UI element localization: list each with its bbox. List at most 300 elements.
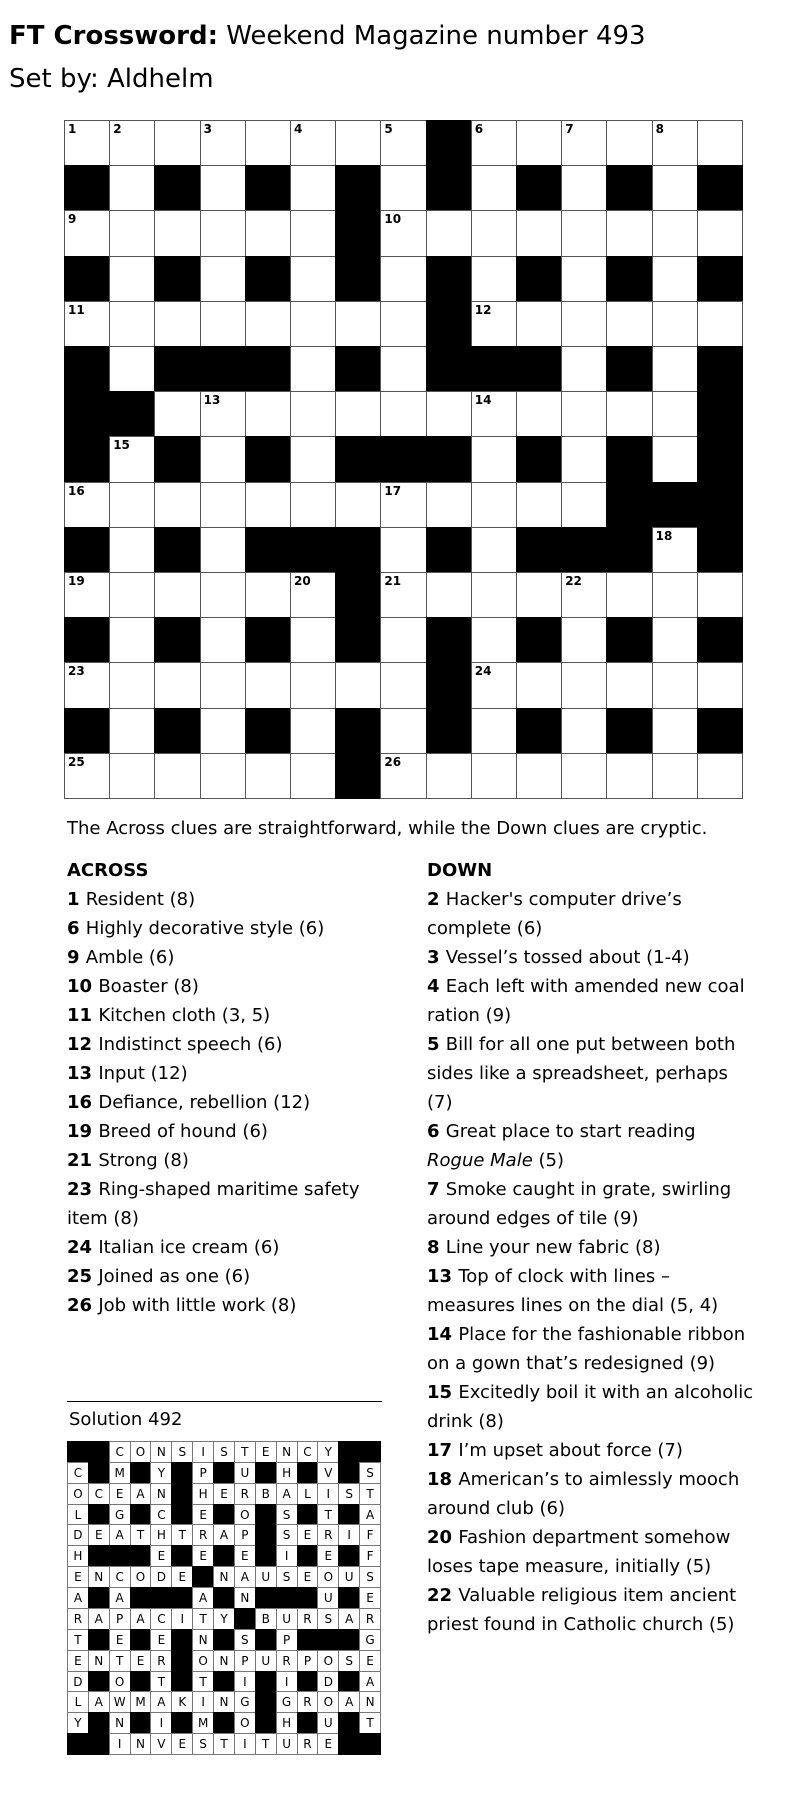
grid-cell[interactable] <box>200 210 246 256</box>
grid-cell[interactable] <box>380 391 426 437</box>
grid-cell[interactable] <box>245 301 291 347</box>
solution-letter: O <box>317 1691 339 1713</box>
solution-letter: E <box>213 1483 235 1505</box>
grid-cell[interactable] <box>200 708 246 754</box>
solution-letter: T <box>192 1608 214 1630</box>
clue-number: 12 <box>474 302 492 317</box>
solution-letter: D <box>67 1671 89 1693</box>
solution-letter: F <box>359 1545 381 1567</box>
grid-cell[interactable] <box>245 572 291 618</box>
grid-cell[interactable] <box>380 617 426 663</box>
clue-num: 5 <box>427 1034 446 1055</box>
grid-block <box>154 708 200 754</box>
grid-cell[interactable] <box>697 210 743 256</box>
grid-cell[interactable] <box>471 572 517 618</box>
grid-cell[interactable] <box>154 572 200 618</box>
grid-cell[interactable] <box>426 753 472 799</box>
grid-block <box>64 617 110 663</box>
grid-cell[interactable] <box>64 210 110 256</box>
solution-letter: O <box>67 1483 89 1505</box>
grid-cell[interactable] <box>471 165 517 211</box>
solution-letter: A <box>109 1587 131 1609</box>
solution-letter: I <box>192 1441 214 1463</box>
grid-cell[interactable] <box>109 165 155 211</box>
grid-cell[interactable] <box>561 165 607 211</box>
grid-cell[interactable] <box>561 753 607 799</box>
grid-cell[interactable] <box>697 120 743 166</box>
grid-cell[interactable] <box>606 391 652 437</box>
grid-cell[interactable] <box>245 391 291 437</box>
grid-cell[interactable] <box>652 708 698 754</box>
grid-cell[interactable] <box>200 572 246 618</box>
grid-cell[interactable] <box>561 120 607 166</box>
grid-block <box>245 708 291 754</box>
solution-letter: S <box>192 1733 214 1755</box>
solution-block <box>130 1462 152 1484</box>
solution-letter: A <box>88 1608 110 1630</box>
clue-item <box>67 1001 377 1030</box>
solution-block <box>171 1504 193 1526</box>
solution-letter: A <box>338 1608 360 1630</box>
grid-cell[interactable] <box>200 753 246 799</box>
grid-cell[interactable] <box>471 210 517 256</box>
grid-cell[interactable] <box>652 256 698 302</box>
solution-block <box>255 1691 277 1713</box>
grid-block <box>426 165 472 211</box>
grid-cell[interactable] <box>200 482 246 528</box>
grid-cell[interactable] <box>606 753 652 799</box>
grid-cell[interactable] <box>606 210 652 256</box>
grid-cell[interactable] <box>109 256 155 302</box>
clue-num: 13 <box>67 1063 99 1084</box>
grid-cell[interactable] <box>109 753 155 799</box>
solution-block <box>255 1504 277 1526</box>
solution-letter: L <box>67 1504 89 1526</box>
clue-number: 20 <box>294 574 311 588</box>
grid-cell[interactable] <box>471 527 517 573</box>
grid-cell[interactable] <box>245 482 291 528</box>
solution-letter: U <box>276 1608 298 1630</box>
solution-letter: I <box>109 1733 131 1755</box>
grid-cell[interactable] <box>561 391 607 437</box>
grid-cell[interactable] <box>200 256 246 302</box>
grid-block <box>697 256 743 302</box>
solution-letter: A <box>130 1608 152 1630</box>
solution-letter: N <box>109 1712 131 1734</box>
grid-block <box>697 346 743 392</box>
grid-cell[interactable] <box>561 572 607 618</box>
clue-number: 6 <box>474 122 484 136</box>
solution-letter: T <box>255 1733 277 1755</box>
grid-cell[interactable] <box>290 391 336 437</box>
solution-letter: E <box>359 1650 381 1672</box>
grid-block <box>245 436 291 482</box>
grid-cell[interactable] <box>652 436 698 482</box>
grid-cell[interactable] <box>471 482 517 528</box>
grid-block <box>335 256 381 302</box>
grid-cell[interactable] <box>290 482 336 528</box>
grid-cell[interactable] <box>200 662 246 708</box>
grid-cell[interactable] <box>109 482 155 528</box>
grid-cell[interactable] <box>290 753 336 799</box>
grid-cell[interactable] <box>64 482 110 528</box>
grid-cell[interactable] <box>380 120 426 166</box>
grid-cell[interactable] <box>561 301 607 347</box>
solution-letter: N <box>88 1650 110 1672</box>
grid-cell[interactable] <box>516 482 562 528</box>
solution-letter: P <box>276 1629 298 1651</box>
grid-cell[interactable] <box>516 301 562 347</box>
grid-cell[interactable] <box>380 572 426 618</box>
solution-letter: N <box>150 1483 172 1505</box>
solution-letter: T <box>192 1671 214 1693</box>
grid-cell[interactable] <box>652 527 698 573</box>
down-heading: DOWN <box>427 860 493 881</box>
solution-block <box>276 1587 298 1609</box>
solution-letter: A <box>88 1691 110 1713</box>
clue-item <box>67 943 377 972</box>
grid-cell[interactable] <box>109 301 155 347</box>
solution-letter: I <box>234 1671 256 1693</box>
solution-letter: N <box>213 1566 235 1588</box>
grid-cell[interactable] <box>200 391 246 437</box>
solution-letter: C <box>150 1504 172 1526</box>
grid-cell[interactable] <box>200 165 246 211</box>
grid-cell[interactable] <box>426 572 472 618</box>
grid-cell[interactable] <box>516 572 562 618</box>
grid-cell[interactable] <box>471 662 517 708</box>
grid-cell[interactable] <box>471 436 517 482</box>
clue-num: 1 <box>67 889 86 910</box>
grid-cell[interactable] <box>561 482 607 528</box>
grid-cell[interactable] <box>109 662 155 708</box>
grid-cell[interactable] <box>471 120 517 166</box>
solution-letter: F <box>359 1524 381 1546</box>
solution-letter: A <box>234 1566 256 1588</box>
solution-letter: R <box>234 1483 256 1505</box>
solution-block <box>171 1462 193 1484</box>
grid-cell[interactable] <box>606 662 652 708</box>
grid-cell[interactable] <box>154 662 200 708</box>
clue-intro: The Across clues are straightforward, while the Down clues are cryptic. <box>67 818 708 839</box>
clue-item <box>67 1262 377 1291</box>
grid-block <box>380 436 426 482</box>
clue-text: Amble (6) <box>85 947 175 968</box>
solution-letter: E <box>109 1483 131 1505</box>
grid-cell[interactable] <box>64 301 110 347</box>
solution-title: Solution 492 <box>69 1409 183 1430</box>
solution-letter: W <box>109 1691 131 1713</box>
grid-cell[interactable] <box>697 753 743 799</box>
grid-cell[interactable] <box>652 662 698 708</box>
clue-num: 17 <box>427 1440 459 1461</box>
grid-block <box>606 482 652 528</box>
grid-cell[interactable] <box>380 527 426 573</box>
clue-text: Indistinct speech (6) <box>98 1034 283 1055</box>
grid-cell[interactable] <box>380 346 426 392</box>
solution-block <box>171 1587 193 1609</box>
grid-cell[interactable] <box>426 391 472 437</box>
grid-cell[interactable] <box>245 120 291 166</box>
solution-block <box>88 1671 110 1693</box>
grid-cell[interactable] <box>697 662 743 708</box>
grid-block <box>426 527 472 573</box>
grid-cell[interactable] <box>245 662 291 708</box>
clue-number: 17 <box>384 483 402 498</box>
grid-cell[interactable] <box>380 301 426 347</box>
solution-letter: Y <box>67 1712 89 1734</box>
grid-cell[interactable] <box>154 210 200 256</box>
solution-letter: S <box>338 1650 360 1672</box>
grid-cell[interactable] <box>200 301 246 347</box>
grid-cell[interactable] <box>335 391 381 437</box>
grid-cell[interactable] <box>154 753 200 799</box>
solution-block <box>297 1504 319 1526</box>
grid-cell[interactable] <box>290 256 336 302</box>
grid-cell[interactable] <box>606 572 652 618</box>
solution-letter: T <box>171 1524 193 1546</box>
clue-number: 4 <box>294 122 303 136</box>
solution-letter: E <box>234 1545 256 1567</box>
solution-letter: S <box>171 1441 193 1463</box>
clue-number: 13 <box>203 393 221 408</box>
grid-cell[interactable] <box>561 708 607 754</box>
grid-block <box>290 527 336 573</box>
grid-cell[interactable] <box>290 436 336 482</box>
solution-letter: I <box>234 1733 256 1755</box>
grid-cell[interactable] <box>471 301 517 347</box>
grid-cell[interactable] <box>380 210 426 256</box>
clue-text: Boaster (8) <box>98 976 199 997</box>
grid-cell[interactable] <box>380 256 426 302</box>
solution-letter: A <box>213 1524 235 1546</box>
solution-letter: U <box>255 1650 277 1672</box>
grid-cell[interactable] <box>471 617 517 663</box>
grid-cell[interactable] <box>64 572 110 618</box>
solution-block <box>255 1524 277 1546</box>
grid-cell[interactable] <box>200 527 246 573</box>
grid-cell[interactable] <box>290 120 336 166</box>
grid-cell[interactable] <box>290 617 336 663</box>
solution-grid <box>67 1441 380 1754</box>
grid-cell[interactable] <box>200 120 246 166</box>
grid-cell[interactable] <box>109 527 155 573</box>
solution-letter: E <box>171 1733 193 1755</box>
grid-cell[interactable] <box>64 662 110 708</box>
grid-cell[interactable] <box>561 256 607 302</box>
clue-num: 18 <box>427 1469 459 1490</box>
grid-cell[interactable] <box>290 662 336 708</box>
solution-letter: P <box>297 1650 319 1672</box>
grid-block <box>64 165 110 211</box>
grid-cell[interactable] <box>652 391 698 437</box>
grid-cell[interactable] <box>652 617 698 663</box>
solution-block <box>213 1671 235 1693</box>
clue-num: 21 <box>67 1150 99 1171</box>
grid-cell[interactable] <box>290 708 336 754</box>
grid-cell[interactable] <box>516 391 562 437</box>
clue-num: 11 <box>67 1005 99 1026</box>
grid-cell[interactable] <box>380 662 426 708</box>
solution-letter: A <box>359 1671 381 1693</box>
grid-cell[interactable] <box>561 436 607 482</box>
grid-cell[interactable] <box>652 120 698 166</box>
grid-block <box>697 391 743 437</box>
grid-cell[interactable] <box>516 210 562 256</box>
clue-text: Input (12) <box>98 1063 188 1084</box>
solution-letter: E <box>297 1524 319 1546</box>
solution-letter: T <box>234 1441 256 1463</box>
grid-cell[interactable] <box>652 572 698 618</box>
grid-cell[interactable] <box>109 572 155 618</box>
clue-item <box>427 1465 757 1523</box>
solution-letter: S <box>359 1566 381 1588</box>
solution-block <box>213 1462 235 1484</box>
grid-cell[interactable] <box>154 482 200 528</box>
grid-block <box>697 617 743 663</box>
grid-cell[interactable] <box>652 301 698 347</box>
solution-letter: H <box>150 1524 172 1546</box>
solution-letter: H <box>192 1483 214 1505</box>
grid-cell[interactable] <box>335 662 381 708</box>
clue-num: 15 <box>427 1382 459 1403</box>
grid-cell[interactable] <box>561 617 607 663</box>
clue-text: Valuable religious item ancient priest found in Catholic church (5) <box>427 1585 737 1635</box>
clue-num: 9 <box>67 947 86 968</box>
grid-block <box>335 210 381 256</box>
clue-number: 1 <box>68 122 77 136</box>
grid-cell[interactable] <box>426 210 472 256</box>
grid-cell[interactable] <box>109 617 155 663</box>
grid-cell[interactable] <box>109 436 155 482</box>
grid-cell[interactable] <box>380 708 426 754</box>
grid-block <box>652 482 698 528</box>
grid-cell[interactable] <box>471 708 517 754</box>
grid-cell[interactable] <box>516 662 562 708</box>
grid-cell[interactable] <box>380 165 426 211</box>
grid-cell[interactable] <box>471 391 517 437</box>
clue-number: 26 <box>384 754 402 769</box>
grid-cell[interactable] <box>109 708 155 754</box>
grid-cell[interactable] <box>652 346 698 392</box>
solution-block <box>255 1462 277 1484</box>
grid-cell[interactable] <box>697 572 743 618</box>
grid-cell[interactable] <box>426 482 472 528</box>
grid-block <box>516 527 562 573</box>
grid-block <box>335 527 381 573</box>
crossword-grid[interactable] <box>64 120 742 798</box>
grid-cell[interactable] <box>606 301 652 347</box>
grid-cell[interactable] <box>64 120 110 166</box>
grid-block <box>697 165 743 211</box>
grid-block <box>245 527 291 573</box>
grid-cell[interactable] <box>154 391 200 437</box>
grid-cell[interactable] <box>154 120 200 166</box>
grid-block <box>606 346 652 392</box>
solution-block <box>338 1671 360 1693</box>
grid-block <box>516 708 562 754</box>
clue-num: 12 <box>67 1034 99 1055</box>
grid-cell[interactable] <box>380 753 426 799</box>
solution-letter: S <box>234 1629 256 1651</box>
grid-cell[interactable] <box>652 210 698 256</box>
solution-letter: N <box>192 1629 214 1651</box>
solution-block <box>130 1545 152 1567</box>
grid-cell[interactable] <box>109 210 155 256</box>
clue-text: Vessel’s tossed about (1-4) <box>445 947 690 968</box>
grid-cell[interactable] <box>606 120 652 166</box>
grid-cell[interactable] <box>64 753 110 799</box>
grid-cell[interactable] <box>652 165 698 211</box>
solution-letter: O <box>234 1712 256 1734</box>
grid-cell[interactable] <box>516 120 562 166</box>
grid-cell[interactable] <box>290 210 336 256</box>
solution-block <box>88 1629 110 1651</box>
grid-cell[interactable] <box>561 662 607 708</box>
clue-item <box>67 885 377 914</box>
grid-cell[interactable] <box>154 301 200 347</box>
grid-cell[interactable] <box>335 482 381 528</box>
grid-cell[interactable] <box>290 165 336 211</box>
grid-cell[interactable] <box>335 301 381 347</box>
grid-cell[interactable] <box>697 301 743 347</box>
grid-cell[interactable] <box>561 346 607 392</box>
solution-block <box>88 1504 110 1526</box>
solution-block <box>130 1712 152 1734</box>
grid-block <box>697 436 743 482</box>
grid-cell[interactable] <box>380 482 426 528</box>
grid-cell[interactable] <box>471 256 517 302</box>
grid-cell[interactable] <box>109 346 155 392</box>
solution-letter: C <box>297 1441 319 1463</box>
solution-letter: I <box>338 1524 360 1546</box>
solution-block <box>338 1733 360 1755</box>
solution-block <box>88 1712 110 1734</box>
grid-cell[interactable] <box>200 436 246 482</box>
clue-item <box>67 1117 377 1146</box>
grid-cell[interactable] <box>245 753 291 799</box>
grid-cell[interactable] <box>245 210 291 256</box>
solution-block <box>171 1650 193 1672</box>
grid-cell[interactable] <box>109 120 155 166</box>
clue-number: 11 <box>68 302 85 317</box>
clue-number: 19 <box>68 574 85 588</box>
grid-cell[interactable] <box>561 210 607 256</box>
clue-text: Defiance, rebellion (12) <box>98 1092 311 1113</box>
clue-number: 15 <box>113 438 130 453</box>
grid-cell[interactable] <box>471 753 517 799</box>
solution-letter: N <box>213 1650 235 1672</box>
grid-cell[interactable] <box>290 301 336 347</box>
grid-cell[interactable] <box>335 120 381 166</box>
clue-item <box>427 1117 757 1175</box>
grid-cell[interactable] <box>290 572 336 618</box>
solution-letter: H <box>67 1545 89 1567</box>
clue-num: 6 <box>67 918 86 939</box>
grid-cell[interactable] <box>652 753 698 799</box>
grid-block <box>154 617 200 663</box>
grid-cell[interactable] <box>290 346 336 392</box>
grid-cell[interactable] <box>200 617 246 663</box>
solution-block <box>338 1712 360 1734</box>
grid-block <box>64 708 110 754</box>
solution-block <box>359 1733 381 1755</box>
grid-block <box>64 436 110 482</box>
solution-block <box>130 1504 152 1526</box>
grid-cell[interactable] <box>516 753 562 799</box>
solution-block <box>255 1712 277 1734</box>
grid-block <box>426 301 472 347</box>
